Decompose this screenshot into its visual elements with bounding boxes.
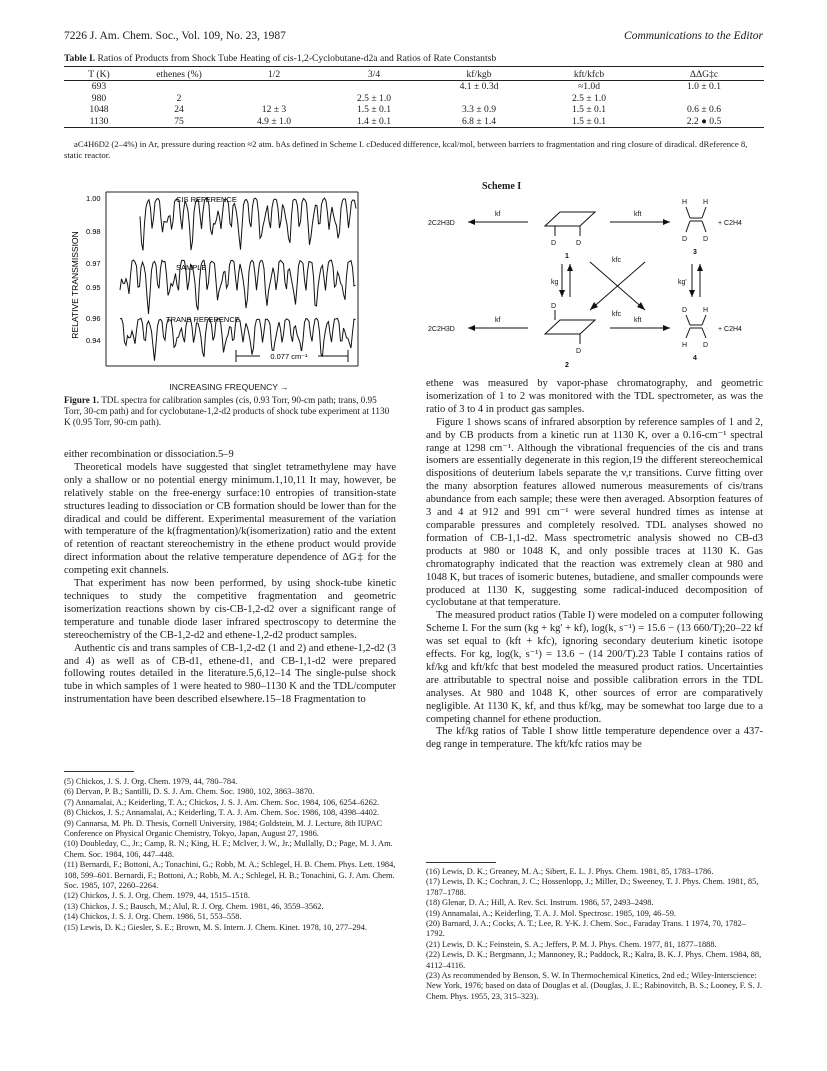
- table-cell: 1.5 ± 0.1: [356, 104, 392, 116]
- atom-label: D: [682, 307, 688, 314]
- reference-item: (14) Chickos, J. S. J. Org. Chem. 1986, 51, 553–558.: [64, 912, 242, 922]
- table-cell: 2.2 ● 0.5: [644, 116, 764, 128]
- table-cell: 1.5 ± 0.1: [571, 104, 607, 116]
- atom-label: H: [703, 199, 709, 206]
- sample-trace: [120, 260, 356, 314]
- col-header: 1/2: [224, 67, 324, 81]
- table-caption-label: Table I.: [64, 53, 96, 64]
- table-cell: 12 ± 3: [261, 104, 287, 116]
- col-header: 3/4: [324, 67, 424, 81]
- reference-item: (10) Doubleday, C., Jr.; Camp, R. N.; King, H. F.; McIver, J. W., Jr.; Mullally, D.; Page, M. J. Am. Chem. Soc. 1984, 106, 447–448.: [64, 839, 393, 859]
- atom-label: H: [682, 342, 688, 349]
- scheme-product-right-top: + C2H4: [718, 220, 742, 227]
- col-header: ΔΔG‡c: [644, 67, 764, 81]
- atom-label: D: [576, 240, 582, 247]
- paragraph: The kf/kg ratios of Table I show little temperature dependence over a 437-deg range in temperature. The kft/kfc ratios may be: [426, 726, 763, 751]
- paragraph: The measured product ratios (Table I) were modeled on a computer following Scheme I. For the sum (kg + kg' + kf), log(k, s⁻¹) = 15.6 − (13 660/T);20–22 kf was set equal to (kft + kfc), ignoring secondary deuterium kinetic isotope effects. For kg, log(k, s⁻¹) = 13.6 − (14 200/T).23 Table I contains ratios of kf/kg and kft/kfc that best modeled the measured product ratios. Uncertainties are attributable to spectral noise and possible calibration errors in the TDL analyses. At 980 and 1048 K, other sources of error are comparatively negligible. At 1130 K, kf, and thus kf/kg, may be somewhat too large due to a competing channel for ethene production.: [426, 610, 763, 725]
- scheme-product-right-bot: + C2H4: [718, 326, 742, 333]
- reference-item: (13) Chickos, J. S.; Bausch, M.; Alul, R. J. Org. Chem. 1981, 46, 3559–3562.: [64, 901, 324, 911]
- compound-number: 1: [565, 253, 569, 260]
- table-cell: 1.5 ± 0.1: [534, 116, 644, 128]
- rate-label: kft: [634, 317, 642, 324]
- atom-label: D: [551, 240, 557, 247]
- results-table: [64, 66, 764, 128]
- table-cell: 1.0 ± 0.1: [686, 81, 722, 93]
- rate-label: kg: [551, 279, 559, 286]
- table-cell: 980: [91, 92, 107, 104]
- compound-number: 4: [693, 355, 697, 362]
- reference-item: (22) Lewis, D. K.; Bergmann, J.; Mannoney, R.; Paddock, R.; Kalra, B. K. J. Phys. Chem. 1984, 88, 4112–4116.: [426, 950, 762, 970]
- paragraph: Theoretical models have suggested that singlet tetramethylene may have only a shallow or no potential energy minimum.1,10,11 It may, however, be relatively stable on the free-energy surface:10 entropies of transition-state structures leading to dissociation or CB formation should be lower than for the diradical and could be different. Experimental measurement of the variation with temperature of the k(fragmentation)/k(isomerization) ratio and the extent of retention of reactant stereochemistry in the ethene product would provide direct information about the relative temperature dependence of ΔG‡ for the competing exit channels.: [64, 461, 396, 577]
- tick-label: 0.98: [86, 227, 101, 236]
- figure-x-label: INCREASING FREQUENCY →: [169, 382, 289, 392]
- figure-caption-text: TDL spectra for calibration samples (cis, 0.93 Torr, 90-cm path; trans, 0.95 Torr, 30-cm path) and for cyclobutane-1,2-d2 products of shock tube experiment at 1130 K (0.95 Torr, 90-cm path).: [64, 395, 390, 427]
- reference-item: (7) Annamalai, A.; Keiderling, T. A.; Chickos, J. S. J. Am. Chem. Soc. 1984, 106, 6254–6262.: [64, 797, 380, 807]
- atom-label: D: [551, 303, 557, 310]
- table-cell: 3.3 ± 0.9: [461, 104, 497, 116]
- atom-label: D: [703, 342, 709, 349]
- cis-reference-trace: [140, 198, 356, 250]
- paragraph: Figure 1 shows scans of infrared absorption by reference samples of 1 and 2, and by CB products from a kinetic run at 1130 K, over a 0.16-cm⁻¹ spectral range at 1298 cm⁻¹. Although the vibrational frequencies of the cis and trans isomers are essentially degenerate in this region,19 the different stereochemical dispositions of deuterium labels separate the v,r transitions. Curve fitting over the many absorption features allowed numerous measurements of cis/trans abundance from each sample; these were then averaged. Absorption features of 3 and 4 at 912 and 991 cm⁻¹ were several hundred times as intense at comparable pressures and completely resolved. TDL analyses showed no formation of CB-1,1-d2. Mass spectrometric analysis showed no CB-d3 products at 980 or 1048 K, and only possible traces at 1130 K. Gas chromatography indicated that the reaction was extremely clean at 980 and 1048 K, but traces of isomeric butenes, butadiene, and smaller compounds were produced at 1130 K, suggesting some radical-induced decomposition of cyclobutane at that temperature.: [426, 416, 763, 609]
- atom-label: D: [682, 236, 688, 243]
- tick-label: 0.96: [86, 314, 101, 323]
- table-caption-text: Ratios of Products from Shock Tube Heating of cis-1,2-Cyclobutane-d2a and Ratios of Rate Constantsb: [97, 53, 497, 64]
- table-caption: [64, 53, 764, 64]
- reference-item: (18) Glenar, D. A.; Hill, A. Rev. Sci. Instrum. 1986, 57, 2493–2498.: [426, 898, 654, 908]
- paragraph: either recombination or dissociation.5–9: [64, 449, 234, 460]
- reference-item: (17) Lewis, D. K.; Cochran, J. C.; Hossenlopp, J.; Miller, D.; Sweeney, T. J. Phys. Chem. 1981, 85, 1787–1788.: [426, 877, 759, 897]
- reference-item: (21) Lewis, D. K.; Feinstein, S. A.; Jeffers, P. M. J. Phys. Chem. 1977, 81, 1877–1888.: [426, 939, 717, 949]
- scale-bar-label: 0.077 cm⁻¹: [270, 352, 308, 361]
- running-header-left: 7226 J. Am. Chem. Soc., Vol. 109, No. 23, 1987: [64, 30, 286, 42]
- col-header: ethenes (%): [134, 67, 224, 81]
- table-cell: 693: [91, 81, 107, 93]
- atom-label: D: [576, 348, 582, 355]
- table-cell: 75: [134, 116, 224, 128]
- table-row: [64, 116, 764, 128]
- table-row: [64, 81, 764, 93]
- reference-item: (8) Chickos, J. S.; Annamalai, A.; Keiderling, T. A. J. Am. Chem. Soc. 1986, 108, 4398–4402.: [64, 808, 380, 818]
- tick-label: 1.00: [86, 194, 101, 203]
- figure-caption: [64, 395, 394, 428]
- table-cell: ≈1.0d: [577, 81, 601, 93]
- atom-label: H: [703, 307, 709, 314]
- reference-item: (6) Dervan, P. B.; Santilli, D. S. J. Am. Chem. Soc. 1980, 102, 3863–3870.: [64, 787, 315, 797]
- paragraph: That experiment has now been performed, by using shock-tube kinetic techniques to study the competitive fragmentation and geometric isomerization reactions shown by cis-CB-1,2-d2 over a significant range of temperature and tunable diode laser infrared spectroscopy to determine the stereochemistry of the CB-1,2-d2 and ethene-1,2-d2 product samples.: [64, 578, 396, 641]
- table-cell: 2.5 ± 1.0: [356, 92, 392, 104]
- trace-label-cis: CIS REFERENCE: [176, 195, 237, 204]
- paragraph: ethene was measured by vapor-phase chromatography, and geometric isomerization of 1 to 2 was monitored with the TDL spectrometer, as was the ratio of 3 to 4 in product gas samples.: [426, 378, 763, 415]
- reference-item: (19) Annamalai, A.; Keiderling, T. A. J. Mol. Spectrosc. 1985, 109, 46–59.: [426, 908, 676, 918]
- references-left: [64, 777, 396, 933]
- table-row: [64, 93, 764, 105]
- table-cell: [224, 81, 324, 93]
- table-cell: [224, 93, 324, 105]
- tick-label: 0.97: [86, 259, 101, 268]
- table-cell: 1.4 ± 0.1: [324, 116, 424, 128]
- running-header-right: Communications to the Editor: [624, 30, 763, 42]
- footnote-rule-right: [426, 862, 496, 863]
- scheme-title: Scheme I: [482, 181, 522, 192]
- rate-label: kf: [495, 211, 501, 218]
- table-cell: 0.6 ± 0.6: [686, 104, 722, 116]
- table-cell: [134, 81, 224, 93]
- rate-label: kfc: [612, 257, 621, 264]
- tick-label: 0.95: [86, 283, 101, 292]
- tdl-spectra-figure: [70, 190, 374, 380]
- col-header: kft/kfcb: [534, 67, 644, 81]
- reference-item: (16) Lewis, D. K.; Greaney, M. A.; Sibert, E. L. J. Phys. Chem. 1981, 85, 1783–1786.: [426, 867, 714, 876]
- tick-label: 0.94: [86, 336, 101, 345]
- reference-item: (15) Lewis, D. K.; Giesler, S. E.; Brown, M. S. Intern. J. Chem. Kinet. 1978, 10, 277–294.: [64, 922, 368, 932]
- footnote-rule-left: [64, 771, 134, 772]
- atom-label: D: [703, 236, 709, 243]
- reference-item: (9) Cannarsa, M. Ph. D. Thesis, Cornell University, 1984; Goldstein, M. J. Lecture, 8th IUPAC Conference on Physical Organic Chemistry, Tokyo, Japan, August 27, 1986.: [64, 818, 383, 839]
- table-cell: 6.8 ± 1.4: [424, 116, 534, 128]
- col-header: kf/kgb: [424, 67, 534, 81]
- table-row: [64, 104, 764, 116]
- scheme-diagram: [420, 192, 770, 382]
- reference-item: (12) Chickos, J. S. J. Org. Chem. 1979, 44, 1515–1518.: [64, 891, 250, 901]
- table-cell: 2: [176, 92, 182, 104]
- table-cell: [644, 93, 764, 105]
- scheme-product-left-top: 2C2H3D: [428, 220, 455, 227]
- table-cell: 1048: [89, 104, 109, 116]
- right-column-text: [426, 378, 763, 752]
- figure-caption-label: Figure 1.: [64, 395, 100, 405]
- scheme-product-left-bot: 2C2H3D: [428, 326, 455, 333]
- table-cell: 1130: [64, 116, 134, 128]
- trace-label-trans: TRANS REFERENCE: [166, 315, 240, 324]
- figure-y-label: RELATIVE TRANSMISSION: [70, 231, 80, 339]
- table-cell: [424, 93, 534, 105]
- trans-reference-trace: [120, 318, 356, 360]
- table-cell: 2.5 ± 1.0: [571, 92, 607, 104]
- reference-item: (20) Barnard, J. A.; Cocks, A. T.; Lee, R. Y-K. J. Chem. Soc., Faraday Trans. 1 1974, 70, 1782–1792.: [426, 919, 746, 939]
- rate-label: kft: [634, 211, 642, 218]
- paragraph: Authentic cis and trans samples of CB-1,2-d2 (1 and 2) and ethene-1,2-d2 (3 and 4) as well as of CB-d1, ethene-d1, and CB-1,1-d2 were prepared following routes detailed in the literature.5,6,12–14 The single-pulse shock tube in which samples of 1 were heated to 980–1130 K and the TDL/computer instrumentation have been described elsewhere.15–18 Fragmentation to: [64, 642, 396, 706]
- references-right: [426, 867, 763, 1002]
- col-header: T (K): [64, 67, 134, 81]
- table-header-row: [64, 67, 764, 81]
- trace-label-sample: SAMPLE: [176, 263, 207, 272]
- atom-label: H: [682, 199, 688, 206]
- table-cell: 4.1 ± 0.3d: [459, 81, 499, 93]
- reference-item: (23) As recommended by Benson, S. W. In Thermochemical Kinetics, 2nd ed.; Wiley-Interscience: New York, 1976; based on data of Douglas et al. (Douglas, J. E.; Rabinovitch, B. S.; Looney, F. S. J. Chem. Phys. 1955, 23, 315–323).: [426, 971, 763, 1001]
- table-footnote: aC4H6D2 (2–4%) in Ar, pressure during reaction ≈2 atm. bAs defined in Scheme I. cDeduced difference, kcal/mol, between barriers to fragmentation and ring closure of diradical. dReference 8, static reactor.: [64, 139, 748, 160]
- reference-item: (5) Chickos, J. S. J. Org. Chem. 1979, 44, 780–784.: [64, 777, 238, 786]
- rate-label: kf: [495, 317, 501, 324]
- compound-number: 2: [565, 362, 569, 369]
- table-cell: 4.9 ± 1.0: [224, 116, 324, 128]
- rate-label: kg': [678, 279, 687, 286]
- table-cell: [324, 81, 424, 93]
- left-column-text: [64, 449, 396, 707]
- compound-number: 3: [693, 249, 697, 256]
- table-cell: 24: [174, 104, 184, 116]
- rate-label: kfc: [612, 311, 621, 318]
- reference-item: (11) Bernardi, F.; Bottoni, A.; Tonachini, G.; Robb, M. A.; Schlegel, H. B. Chem. Phys. Lett. 1984, 108, 599–601. Bernardi, F.; Bottoni, A.; Robb, M. A.; Schlegel, H. B.; Tonachini, G. J. Am. Chem. Soc. 1985, 107, 2260–2264.: [64, 860, 396, 891]
